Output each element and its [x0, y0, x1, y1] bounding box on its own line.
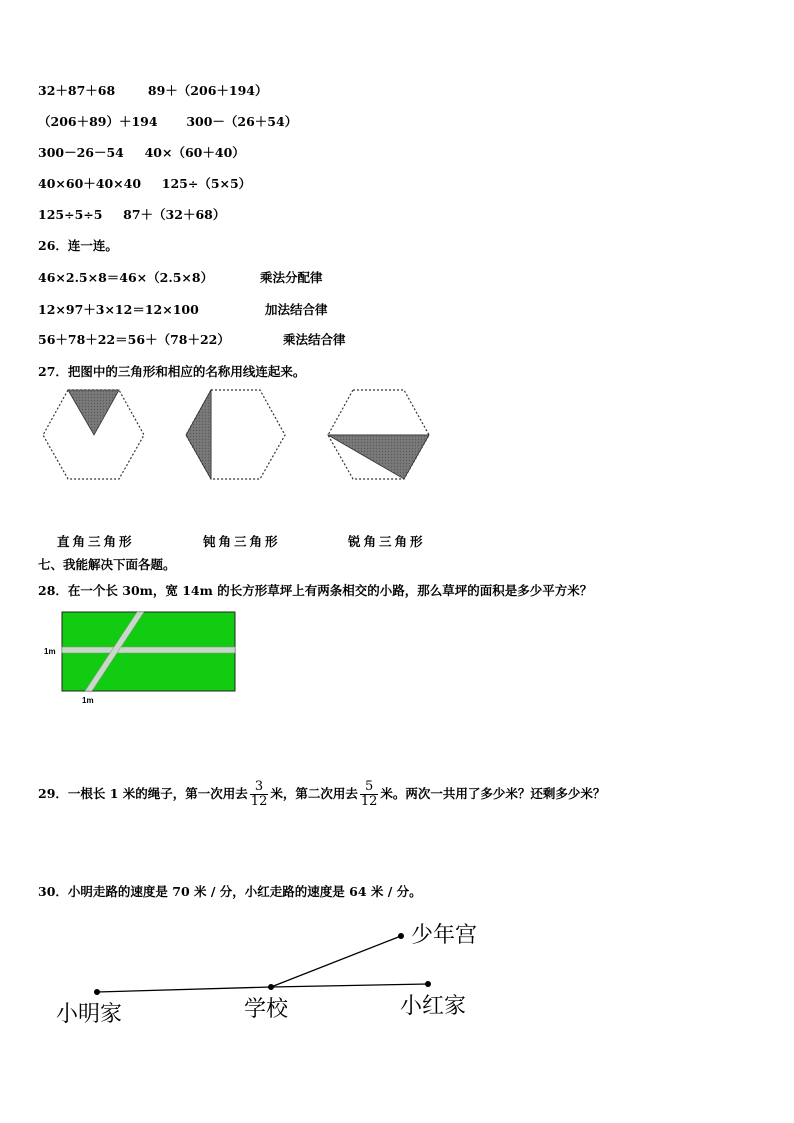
- expression: 89＋（206＋194）: [147, 83, 268, 98]
- q29-prefix: 29．一根长 1 米的绳子，第一次用去: [38, 786, 248, 801]
- place-school: 学校: [244, 997, 289, 1022]
- match-right-2: 加法结合律: [265, 302, 328, 317]
- path-width-label-bottom: 1m: [82, 696, 94, 705]
- expression: 125÷5÷5: [38, 207, 103, 222]
- match-left-2: 12×97＋3×12＝12×100: [38, 302, 199, 317]
- match-right-3: 乘法结合律: [283, 332, 346, 347]
- section-7-title: 七、我能解决下面各题。: [38, 557, 176, 572]
- lawn-diagram: [62, 612, 235, 691]
- expression: 125÷（5×5）: [161, 176, 252, 191]
- triangle-label-acute: 锐角三角形: [348, 534, 426, 549]
- expression: 40×（60＋40）: [144, 145, 245, 160]
- place-xiaohong-home: 小红家: [400, 994, 467, 1019]
- hexagon-figure-3: [328, 390, 429, 479]
- question-27-title: 27．把图中的三角形和相应的名称用线连起来。: [38, 364, 306, 379]
- horizontal-path: [62, 647, 235, 653]
- point-youth-palace: [398, 933, 404, 939]
- question-26-title: 26．连一连。: [38, 238, 118, 253]
- path-width-label-left: 1m: [44, 647, 56, 656]
- match-left-1: 46×2.5×8＝46×（2.5×8）: [38, 270, 214, 285]
- fraction-5-12: [360, 780, 379, 809]
- question-30-title: 30．小明走路的速度是 70 米 / 分，小红走路的速度是 64 米 / 分。: [38, 884, 422, 899]
- expression: 40×60＋40×40: [38, 176, 142, 191]
- numerator: 5: [360, 780, 379, 795]
- denominator: 12: [360, 794, 378, 809]
- denominator: 12: [250, 794, 268, 809]
- q29-middle: 米，第二次用去: [270, 786, 358, 801]
- expression: 300－（26＋54）: [186, 114, 298, 129]
- expression: （206＋89）＋194: [38, 114, 158, 129]
- question-29: [38, 776, 605, 812]
- shaded-triangle-3: [328, 435, 429, 479]
- expression: 300－26－54: [38, 145, 124, 160]
- shaded-triangle-1: [68, 390, 119, 435]
- place-youth-palace: 少年宫: [411, 923, 478, 948]
- hexagon-figure-1: [43, 390, 144, 479]
- place-xiaoming-home: 小明家: [56, 1002, 123, 1027]
- hexagon-figure-2: [186, 390, 285, 479]
- numerator: 3: [250, 780, 269, 795]
- fraction-3-12: [250, 780, 269, 809]
- match-right-1: 乘法分配律: [260, 270, 323, 285]
- point-xiaoming-home: [94, 989, 100, 995]
- triangle-label-right: 直角三角形: [57, 534, 135, 549]
- route-map: [94, 933, 431, 995]
- expression: 87＋（32＋68）: [123, 207, 226, 222]
- match-left-3: 56＋78＋22＝56＋（78＋22）: [38, 332, 230, 347]
- expression: 32＋87＋68: [38, 83, 116, 98]
- q29-suffix: 米。两次一共用了多少米？还剩多少米？: [380, 786, 606, 801]
- point-school: [268, 984, 274, 990]
- shaded-triangle-2: [186, 390, 211, 479]
- triangle-label-obtuse: 钝角三角形: [203, 534, 281, 549]
- question-28-title: 28．在一个长 30m，宽 14m 的长方形草坪上有两条相交的小路，那么草坪的面积是多少平方米？: [38, 583, 593, 598]
- point-xiaohong-home: [425, 981, 431, 987]
